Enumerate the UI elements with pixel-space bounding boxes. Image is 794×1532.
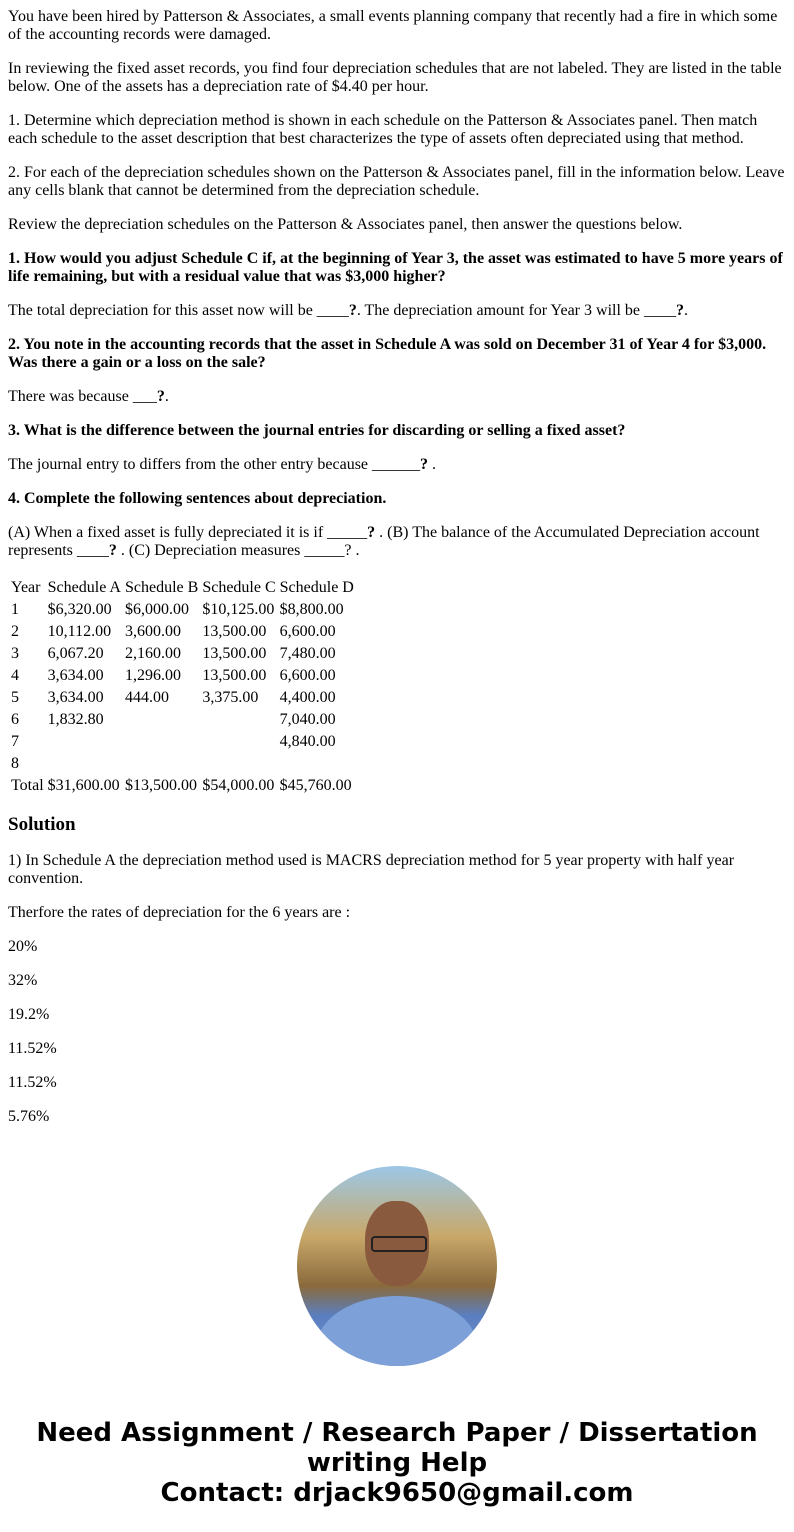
photo-glasses [371, 1236, 427, 1252]
table-cell: 6,600.00 [279, 623, 336, 640]
solution-body [8, 852, 786, 1126]
answer-segment: ? [676, 302, 684, 319]
question-text: 3. What is the difference between the journal entries for discarding or selling a fixed asset? [8, 422, 626, 439]
table-row [10, 732, 355, 752]
table-cell [47, 754, 122, 774]
table-cell: 3,375.00 [202, 689, 259, 706]
answer-segment: ? [367, 524, 376, 541]
table-row [10, 688, 355, 708]
answer-segment: . [428, 456, 437, 473]
intro-paragraph: 2. For each of the depreciation schedules shown on the Patterson & Associates panel, fill in the information below. Leave any cells blank that cannot be determined from the depreciation schedule. [8, 164, 785, 199]
table-cell: 13,500.00 [202, 623, 267, 640]
table-cell: 13,500.00 [202, 645, 267, 662]
table-cell: 3,634.00 [47, 689, 104, 706]
column-header: Schedule A [47, 579, 121, 596]
table-cell: $8,800.00 [279, 601, 344, 618]
table-cell [124, 754, 199, 774]
answer-segment: . [684, 302, 688, 319]
table-row [10, 666, 355, 686]
table-cell: 4,400.00 [279, 689, 336, 706]
table-cell: 6,600.00 [279, 667, 336, 684]
table-cell: 4,840.00 [279, 733, 336, 750]
table-cell: 4 [11, 667, 19, 684]
table-cell [124, 732, 199, 752]
table-cell: 6 [11, 711, 19, 728]
table-cell: 7,040.00 [279, 711, 336, 728]
table-cell: 2 [11, 623, 19, 640]
table-cell: $45,760.00 [279, 777, 352, 794]
table-cell: 1,832.80 [47, 711, 104, 728]
table-row [10, 754, 355, 774]
answer-segment: . [164, 388, 169, 405]
questions [8, 250, 786, 560]
table-cell: 10,112.00 [47, 623, 112, 640]
table-row [10, 644, 355, 664]
ad-line-2: Contact: drjack9650@gmail.com [160, 1478, 634, 1508]
answer-segment: (A) When a fixed asset is fully depreciated it is if _____ [8, 524, 368, 541]
table-cell: 7 [11, 733, 19, 750]
answer-segment: . (B) The balance of the Accumulated Depreciation account represents ____ [8, 524, 760, 559]
answer-segment: The total depreciation for this asset now will be ____ [8, 302, 349, 319]
intro-paragraph: Review the depreciation schedules on the Patterson & Associates panel, then answer the questions below. [8, 216, 683, 233]
table-row [10, 622, 355, 642]
table-cell: 2,160.00 [124, 645, 181, 662]
answer-segment: ? [108, 542, 117, 559]
answer-line [8, 388, 786, 406]
table-cell [47, 732, 122, 752]
answer-segment: The journal entry to differs from the other entry because ______ [8, 456, 421, 473]
solution-paragraph: 20% [8, 938, 38, 955]
ad-line-1: Need Assignment / Research Paper / Dissertation writing Help [36, 1418, 758, 1478]
table-row [10, 776, 355, 796]
table-cell: $6,000.00 [124, 601, 189, 618]
solution-paragraph: 5.76% [8, 1108, 50, 1125]
answer-segment: . (C) Depreciation measures _____? . [116, 542, 360, 559]
answer-line [8, 524, 786, 560]
table-cell: $13,500.00 [124, 777, 197, 794]
solution-paragraph: 32% [8, 972, 38, 989]
table-cell [124, 710, 199, 730]
intro-paragraph: In reviewing the fixed asset records, you find four depreciation schedules that are not labeled. They are listed in the table below. One of the assets has a depreciation rate of $4.40 per hour. [8, 60, 782, 95]
question [8, 250, 786, 286]
solution-paragraph: 19.2% [8, 1006, 50, 1023]
table-cell [201, 754, 276, 774]
photo-body [317, 1296, 477, 1366]
table-cell [201, 732, 276, 752]
answer-segment: . The depreciation amount for Year 3 will be ____ [356, 302, 676, 319]
table-cell: 1,296.00 [124, 667, 181, 684]
table-cell: 3,634.00 [47, 667, 104, 684]
table-cell: 8 [11, 755, 19, 772]
question-text: 4. Complete the following sentences about depreciation. [8, 490, 387, 507]
table-cell: $54,000.00 [202, 777, 275, 794]
contact-ad [0, 1418, 794, 1532]
intro-paragraph: You have been hired by Patterson & Associates, a small events planning company that recently had a fire in which some of the accounting records were damaged. [8, 8, 778, 43]
answer-segment: There was because ___ [8, 388, 157, 405]
intro [8, 8, 786, 234]
column-header: Year [11, 579, 41, 596]
answer-segment: ? [420, 456, 429, 473]
table-cell: 13,500.00 [202, 667, 267, 684]
answer-segment: ? [156, 388, 165, 405]
table-row [10, 710, 355, 730]
question-text: 1. How would you adjust Schedule C if, at the beginning of Year 3, the asset was estimated to have 5 more years of life remaining, but with a residual value that was $3,000 higher? [8, 250, 783, 285]
question [8, 490, 786, 508]
solution-paragraph: Therfore the rates of depreciation for the 6 years are : [8, 904, 351, 921]
table-cell: 1 [11, 601, 19, 618]
question-text: 2. You note in the accounting records that the asset in Schedule A was sold on December 31 of Year 4 for $3,000. Was there a gain or a loss on the sale? [8, 336, 767, 371]
column-header: Schedule C [202, 579, 276, 596]
answer-line [8, 456, 786, 474]
question [8, 422, 786, 440]
column-header: Schedule D [279, 579, 354, 596]
table-cell: 3 [11, 645, 19, 662]
depreciation-table [8, 576, 357, 798]
column-header: Schedule B [124, 579, 199, 596]
document [0, 8, 794, 1126]
solution-paragraph: 11.52% [8, 1074, 57, 1091]
table-cell: 3,600.00 [124, 623, 181, 640]
solution-paragraph: 1) In Schedule A the depreciation method used is MACRS depreciation method for 5 year property with half year convention. [8, 852, 735, 887]
table-cell: 5 [11, 689, 19, 706]
author-photo [297, 1166, 497, 1366]
answer-segment: ? [348, 302, 357, 319]
table-cell: 7,480.00 [279, 645, 336, 662]
table-cell: $31,600.00 [47, 777, 120, 794]
intro-paragraph: 1. Determine which depreciation method is shown in each schedule on the Patterson & Associates panel. Then match each schedule to the asset description that best characterizes the type of assets often depreciated using that method. [8, 112, 758, 147]
table-cell: $10,125.00 [202, 601, 275, 618]
solution-title: Solution [8, 814, 76, 835]
table-cell: 6,067.20 [47, 645, 104, 662]
table-row [10, 600, 355, 620]
table-cell: $6,320.00 [47, 601, 112, 618]
table-cell: Total [11, 777, 44, 794]
solution-paragraph: 11.52% [8, 1040, 57, 1057]
table-cell [279, 754, 355, 774]
question [8, 336, 786, 372]
table-cell [201, 710, 276, 730]
table-cell: 444.00 [124, 689, 169, 706]
answer-line [8, 302, 786, 320]
